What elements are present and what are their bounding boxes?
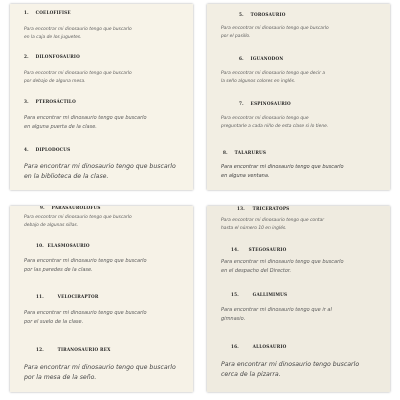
page-3 — [10, 206, 193, 392]
clue-line: gimnasio. — [221, 315, 246, 322]
clue-entry — [221, 247, 382, 275]
dinosaur-heading — [221, 150, 382, 156]
clue-entry — [221, 292, 382, 323]
clue-text — [24, 257, 185, 274]
clue-entry — [24, 294, 185, 326]
dinosaur-name: ELASMOSAURIO — [47, 243, 90, 248]
clue-number: 8. — [223, 150, 228, 155]
clue-text — [24, 363, 185, 383]
clue-entry — [221, 206, 382, 233]
clue-entry — [221, 56, 382, 86]
dinosaur-heading — [24, 243, 185, 249]
clue-entry — [221, 12, 382, 41]
clue-text — [221, 306, 382, 323]
clue-entry — [221, 344, 382, 380]
clue-line: en la caja de los juguetes. — [24, 35, 82, 40]
clue-line: Para encontrar mi dinosaurio tengo que — [221, 116, 309, 121]
dinosaur-heading — [24, 347, 185, 353]
clue-line: Para encontrar mi dinosaurio tengo que buscarlo — [24, 215, 132, 220]
dinosaur-heading — [221, 101, 382, 107]
dinosaur-name: IGUANODON — [250, 56, 284, 61]
clue-number: 4. — [24, 147, 29, 152]
dinosaur-heading — [221, 292, 382, 298]
dinosaur-heading — [221, 12, 382, 18]
clue-line: preguntarle a cada niño de esta clase si lo tiene. — [221, 124, 329, 129]
clue-line: Para encontrar mi dinosaurio tengo que buscarlo — [24, 310, 147, 316]
dinosaur-name: ALLOSAURIO — [252, 344, 287, 349]
clue-line: Para encontrar mi dinosaurio tengo que decir a — [221, 71, 326, 76]
clue-text — [24, 309, 185, 326]
clue-entry — [24, 54, 185, 86]
clue-number: 2. — [24, 54, 29, 59]
clue-line: Para encontrar mi dinosaurio tengo que buscarlo — [24, 71, 132, 76]
dinosaur-name: ESPINOSAURIO — [250, 101, 291, 106]
clue-entry — [24, 10, 185, 42]
dinosaur-name: PTEROSÁCTILO — [35, 99, 76, 104]
dinosaur-heading — [221, 206, 382, 212]
clue-number: 6. — [239, 56, 244, 61]
dinosaur-name: DILONFOSAURIO — [35, 54, 80, 59]
clue-line: Para encontrar mi dinosaurio tengo que buscarlo — [24, 27, 132, 32]
clue-number: 13. — [237, 206, 245, 211]
dinosaur-heading — [24, 10, 185, 16]
clue-line: Para encontrar mi dinosaurio tengo que buscarlo — [24, 364, 176, 371]
clue-text — [24, 114, 185, 131]
dinosaur-name: TOROSAURIO — [250, 12, 286, 17]
dinosaur-heading — [221, 56, 382, 62]
clue-line: por la mesa de la seño. — [24, 374, 97, 381]
clue-line: cerca de la pizarra. — [221, 371, 281, 378]
dinosaur-name: DIPLODOCUS — [35, 147, 71, 152]
clue-text — [221, 70, 382, 86]
dinosaur-name: TRICERATOPS — [252, 206, 290, 211]
clue-text — [221, 360, 382, 380]
clue-number: 16. — [231, 344, 239, 349]
page-4 — [207, 206, 390, 392]
dinosaur-name: COELOFIFISE — [35, 10, 71, 15]
clue-text — [24, 162, 185, 182]
clue-entry — [221, 101, 382, 131]
clue-number: 5. — [239, 12, 244, 17]
clue-number: 11. — [36, 294, 44, 299]
clue-line: en la biblioteca de la clase. — [24, 173, 109, 180]
dinosaur-heading — [221, 344, 382, 350]
dinosaur-heading — [221, 247, 382, 253]
clue-number: 12. — [36, 347, 44, 352]
clue-entry — [24, 243, 185, 274]
clue-line: Para encontrar mi dinosaurio tengo que buscarlo — [221, 26, 329, 31]
clue-line: Para encontrar mi dinosaurio tengo que buscarlo — [221, 164, 344, 170]
dinosaur-name: GALLIMIMUS — [252, 292, 288, 297]
dinosaur-heading — [24, 294, 185, 300]
clue-number: 14. — [231, 247, 239, 252]
clue-text — [221, 258, 382, 275]
clue-line: Para encontrar mi dinosaurio tengo buscarlo — [221, 361, 360, 368]
dinosaur-heading — [24, 54, 185, 60]
clue-line: Para encontrar mi dinosaurio tengo que buscarlo — [24, 163, 176, 170]
clue-text — [24, 26, 185, 42]
clue-number: 10. — [36, 243, 44, 248]
clue-line: por el pasillo. — [221, 34, 251, 39]
clue-line: Para encontrar mi dinosaurio tengo que buscarlo — [221, 259, 344, 265]
clue-entry — [24, 99, 185, 131]
clue-text — [221, 217, 382, 233]
clue-text — [221, 163, 382, 180]
clue-line: en alguna puerta de la clase. — [24, 123, 97, 130]
dinosaur-heading — [24, 206, 185, 211]
clue-line: hasta el número 10 en inglés. — [221, 226, 287, 231]
clue-line: Para encontrar mi dinosaurio tengo que buscarlo — [24, 258, 147, 264]
page-1 — [10, 4, 193, 190]
dinosaur-heading — [24, 147, 185, 153]
clue-line: por las paredes de la clase. — [24, 266, 93, 273]
clue-line: Para encontrar mi dinosaurio tengo que contar — [221, 218, 325, 223]
clue-entry — [24, 147, 185, 182]
clue-line: en alguna ventana. — [221, 172, 270, 179]
dinosaur-name: TIRANOSAURIO REX — [57, 347, 111, 352]
clue-number: 3. — [24, 99, 29, 104]
clue-line: Para encontrar mi dinosaurio tengo que ir al — [221, 307, 332, 313]
clue-line: por debajo de alguna mesa. — [24, 79, 86, 84]
dinosaur-name: TALARURUS — [234, 150, 267, 155]
clue-line: Para encontrar mi dinosaurio tengo que buscarlo — [24, 115, 147, 121]
clue-number: 15. — [231, 292, 239, 297]
clue-number: 7. — [239, 101, 244, 106]
clue-entry — [221, 150, 382, 180]
clue-line: debajo de algunas sillas. — [24, 223, 79, 228]
clue-entry — [24, 206, 185, 230]
dinosaur-name: STEGOSAURIO — [248, 247, 287, 252]
page-2 — [207, 4, 390, 190]
dinosaur-name: PARASAUROLOFUS — [51, 206, 101, 210]
clue-line: en el despacho del Director. — [221, 267, 292, 274]
dinosaur-heading — [24, 99, 185, 105]
clue-text — [221, 115, 382, 131]
clue-number: 1. — [24, 10, 29, 15]
clue-line: la seño algunos colores en inglés. — [221, 79, 296, 84]
clue-entry — [24, 347, 185, 383]
clue-line: por el suelo de la clase. — [24, 318, 84, 325]
clue-text — [24, 70, 185, 86]
clue-number: 9. — [40, 206, 45, 210]
clue-text — [24, 214, 185, 230]
clue-text — [221, 25, 382, 41]
dinosaur-name: VELOCIRAPTOR — [57, 294, 99, 299]
